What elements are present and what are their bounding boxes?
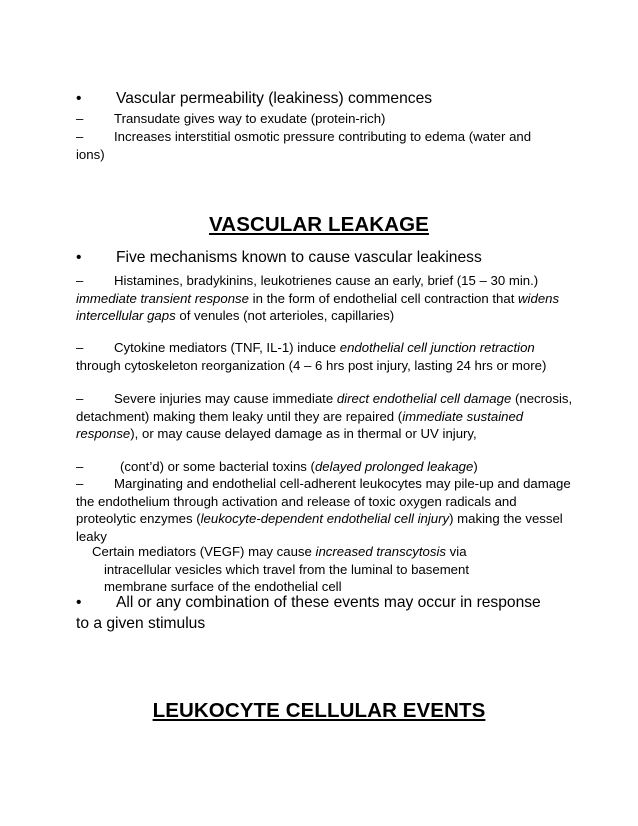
section1-bullet-1 — [76, 247, 576, 268]
item-italic: increased transcytosis — [315, 544, 446, 559]
intro-bullet — [76, 88, 576, 109]
item-text: ), or may cause delayed damage as in thermal or UV injury, — [130, 426, 477, 442]
dash-mark: – — [76, 391, 84, 406]
item-text: (necrosis, detachment) making them leaky until they are repaired ( — [76, 391, 573, 424]
item-italic: widens intercellular gaps — [76, 290, 560, 324]
item-text: Cytokine mediators (TNF, IL-1) induce — [114, 340, 340, 355]
item-text: Severe injuries may cause immediate — [114, 391, 337, 406]
section-heading-leukocyte-cellular-events: LEUKOCYTE CELLULAR EVENTS — [152, 699, 486, 722]
bullet-mark: • — [76, 249, 82, 266]
dash-mark: – — [76, 459, 84, 474]
item-italic: delayed prolonged leakage — [314, 459, 474, 474]
item-italic: direct endothelial cell damage — [336, 391, 512, 406]
section1-bullet-1-text: Five mechanisms known to cause vascular leakiness — [116, 249, 482, 266]
mechanism-item-3 — [76, 390, 576, 443]
dash-mark: – — [76, 129, 84, 144]
item-text: Certain mediators (VEGF) may cause — [92, 544, 316, 559]
item-italic: endothelial cell junction retraction — [339, 340, 535, 355]
mechanism-item-1 — [76, 272, 576, 325]
dash-mark: – — [76, 476, 84, 491]
intro-dash-1-text: Transudate gives way to exudate (protein-rich) — [114, 111, 386, 126]
item-text: through cytoskeleton reorganization (4 – 6 hrs post injury, lasting 24 hrs or more) — [76, 357, 547, 373]
mechanism-item-5 — [76, 475, 576, 545]
mechanism-item-4 — [76, 458, 576, 476]
section1-bullet-2-text: All or any combination of these events may occur in response to a given stimulus — [76, 594, 541, 632]
section-heading-vascular-leakage: VASCULAR LEAKAGE — [209, 213, 429, 236]
item-italic: immediate sustained response — [76, 408, 524, 442]
dash-mark: – — [76, 340, 84, 355]
item-text: Histamines, bradykinins, leukotrienes cause an early, brief (15 – 30 min.) — [114, 273, 539, 288]
intro-dash-2 — [76, 128, 556, 163]
intro-dash-1 — [76, 110, 576, 128]
mechanism-item-2 — [76, 339, 566, 374]
item-text: of venules (not arterioles, capillaries) — [175, 308, 395, 324]
mechanism-item-6 — [92, 543, 532, 596]
bullet-mark: • — [76, 594, 82, 611]
dash-mark: – — [76, 273, 84, 288]
item-text: Marginating and endothelial cell-adherent leukocytes may pile-up and damage the endothelium through activation and release of toxic oxygen radicals and proteolytic enzymes ( — [76, 476, 571, 527]
item-italic: leukocyte-dependent endothelial cell injury — [200, 511, 450, 527]
item-text: ) making the vessel leaky — [76, 511, 563, 544]
item-text: in the form of endothelial cell contraction that — [249, 290, 519, 306]
intro-bullet-text: Vascular permeability (leakiness) commences — [116, 90, 433, 107]
item-italic: immediate transient response — [76, 290, 249, 306]
item-text: ) — [473, 459, 478, 474]
item-text: (cont’d) or some bacterial toxins ( — [120, 459, 315, 474]
intro-dash-2-text: Increases interstitial osmotic pressure contributing to edema (water and ions) — [76, 129, 532, 162]
section1-bullet-2 — [76, 592, 546, 634]
item-text: via intracellular vesicles which travel from the luminal to basement membrane surface of the endothelial cell — [104, 544, 470, 595]
dash-mark: – — [76, 111, 84, 126]
bullet-mark: • — [76, 90, 82, 107]
